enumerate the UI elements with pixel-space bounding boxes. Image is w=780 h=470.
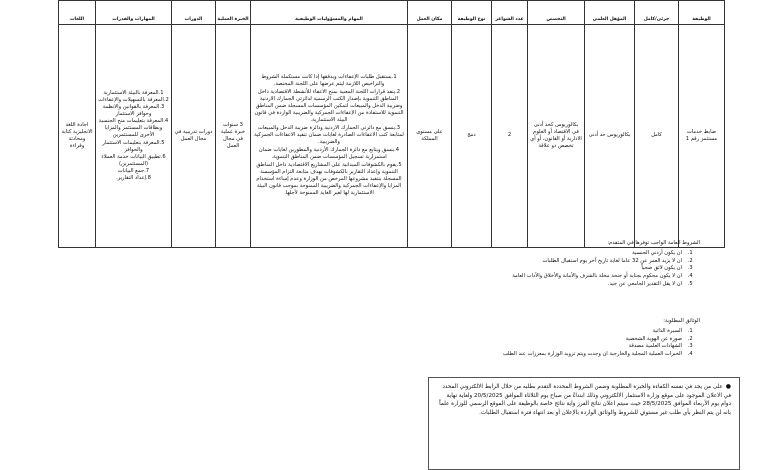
header-cell: عدد الشواغر <box>492 1 528 25</box>
condition-item: 1. ان يكون أردني الجنسية <box>180 250 686 258</box>
location-cell: على مستوى المملكة <box>408 25 452 248</box>
required-documents-title: الوثائق المطلوبة: <box>663 318 700 324</box>
condition-item: 5. ان لا يقل التقدير الجامعي عن جيد. <box>180 281 686 289</box>
job-type-cell: كامل <box>635 25 679 248</box>
job-kind-cell: دمج <box>452 25 492 248</box>
general-conditions-title: الشروط العامة الواجب توفرها في المتقدم: <box>607 240 700 246</box>
condition-item: 4. ان لا يكون محكوم بجناية أو جنحة مخلة بالشرف والأمانة والأخلاق والآداب العامة <box>180 273 686 281</box>
condition-item: 2. ان لا يزيد العمر عن 32 عاما لغاية تاريخ آخر يوم استقبال الطلبات <box>180 258 686 266</box>
required-documents <box>180 318 700 359</box>
skill-item: 8.إعداد التقارير. <box>116 174 151 181</box>
document-item: 2. صورة عن الهوية الشخصية <box>180 336 686 344</box>
header-cell: الدورات <box>172 1 216 25</box>
skill-item: 5.المعرفة بتعليمات الاستثمار والحوافز <box>102 139 165 153</box>
specialty-cell: بكالوريوس كحد أدنى في الاقتصاد أو العلوم الادارية أو القانون، أو أي تخصص ذو علاقة <box>528 25 585 248</box>
skill-item: 4.المعرفة بتعليمات منح الجنسية وبطاقات المستثمر والمزايا الأخرى للمستثمرين <box>98 118 169 139</box>
skills-cell <box>96 25 172 248</box>
bullet-icon: ● <box>725 383 731 390</box>
document-item: 3. الشهادات العلمية مصدقة <box>180 343 686 351</box>
condition-item: 3. ان يكون لائق صحياً <box>180 265 686 273</box>
document-item: 1. السيرة الذاتية <box>180 328 686 336</box>
skill-item: 7.جمع البيانات <box>117 167 150 174</box>
notice-text: على من يجد في نفسه الكفاءة والخبرة المطلوبة وضمن الشروط المحددة التقدم بطلبه من خلال الرابط الالكتروني المحدد في الاعلان الموجود على موقع وزارة الاستثمار الالكتروني وذلك ابتداءً من صباح يوم الثلاثاء الموافق 20/5/2025 ولغاية نهاية دوام يوم الأربعاء الموافق 28/5/2025 حيث سيتم اعلان نتائج الفرز واية نتائج خاصة بالوظيفة على الموقع الرسمي للوزارة علماً بانه لن يتم النظر بأي طلب غير مستوفٍ للشروط والوثائق الواردة بالإعلان أو بعد انتهاء فترة استقبال الطلبات. <box>439 384 731 416</box>
courses-cell: دورات تدريبية في مجال العمل <box>172 25 216 248</box>
job-title-cell: ضابط خدمات مستثمر رقم 1 <box>679 25 725 248</box>
tasks-cell <box>251 25 408 248</box>
task-item: 5.يقوم بالكشوفات الميدانية على المشاريع الاقتصادية داخل المناطق التنموية وإعداد التقارير بالكشوفات بهدف متابعة التزام المؤسسة المسجلة بتنفيذ مشروعها المرخص من الوزارة وعدم إساءة استخدام المزايا والإعفاءات الجمركية والضريبية الممنوحة بموجب قانون البيئة الاستثمارية لها لغير الغاية الممنوحة لأجلها. <box>256 162 402 197</box>
table-row <box>59 25 725 248</box>
header-cell: المهارات والقدرات <box>96 1 172 25</box>
languages-cell: اجادة اللغة الانجليزية كتابة ومحادثة وقراءة <box>59 25 96 248</box>
header-cell: جزئي/كامل <box>635 1 679 25</box>
task-item: 2.ينفذ قرارات اللجنة المعنية بمنح الاعفاء للأنشطة الاقتصادية داخل المناطق التنموية بإصدار الكتب الرسمية لدائرتي الجمارك الاردنية وضريبة الدخل والمبيعات لتمكين المؤسسات المسجلة ضمن المناطق التنموية للاستفادة من الإعفاءات الجمركية والضريبية الواردة في قانون البيئة الاستثمارية. <box>254 88 404 123</box>
header-cell: الخبرة العملية <box>216 1 251 25</box>
general-conditions <box>180 240 700 289</box>
vacancy-count-cell: 2 <box>492 25 528 248</box>
header-cell: التخصص <box>528 1 585 25</box>
qualification-cell: بكالوريوس حد أدنى <box>585 25 635 248</box>
header-cell: المهام والمسؤوليات الوظيفية <box>251 1 408 25</box>
document-item: 4. الخبرات العملية المحلية والخارجية ان وجدت ويتم تزويد الوزارة بمعززات عند الطلب <box>180 351 686 359</box>
task-item: 1.يستقبل طلبات الإعفاءات ويدققها إذا كانت مستكملة الشروط والتراخيص اللازمة ليتم عرضها على اللجنة المختصة. <box>261 73 397 87</box>
header-cell: المؤهل العلمي <box>585 1 635 25</box>
skill-item: 1.المعرفة بالبيئة الاستثمارية <box>103 90 164 97</box>
job-table <box>58 0 725 248</box>
header-cell: مكان العمل <box>408 1 452 25</box>
task-item: 4.ينسق ويتابع مع دائرة الجمارك الأردنية والمطورين لغايات ضمان استمرارية تسجيل المؤسسات ضمن المناطق التنموية. <box>258 147 400 161</box>
application-notice <box>428 377 740 470</box>
experience-cell: 3 سنوات خبرة عملية في مجال العمل <box>216 25 251 248</box>
skill-item: 3.المعرفة بالقوانين والانظمة وحوافز الاستثمار <box>102 104 165 118</box>
header-cell: نوع الوظيفة <box>452 1 492 25</box>
table-header-row <box>59 1 725 25</box>
header-cell: الوظيفة <box>679 1 725 25</box>
header-cell: اللغات <box>59 1 96 25</box>
skill-item: 2.المعرفة بالتسهيلات والإعفاءات <box>98 97 169 104</box>
skill-item: 6.تطبيق البيانات خدمة العملاء (المستثمرين) <box>101 153 166 167</box>
task-item: 3.ينسق مع دائرتي الجمارك الاردنية ودائرة ضريبة الدخل والمبيعات لمتابعة كتب الاعفاءات الصادرة لغايات ضمان تنفيذ الاعفاءات الجمركية والضريبية. <box>254 124 404 145</box>
